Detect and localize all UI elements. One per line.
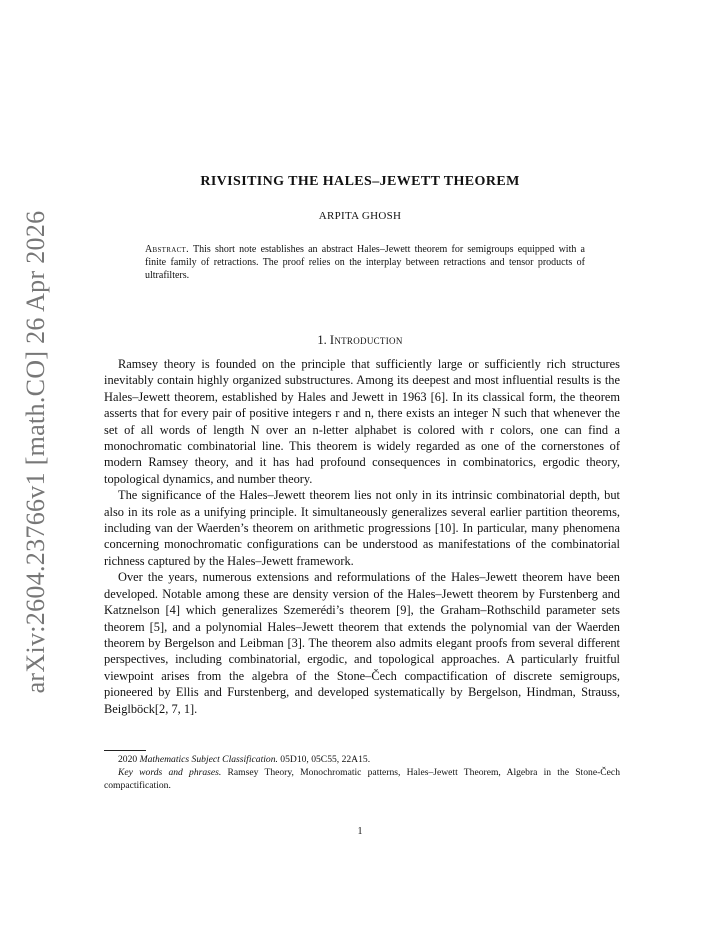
section-heading <box>0 333 720 348</box>
paragraph: Ramsey theory is founded on the principle that sufficiently large or sufficiently rich structures inevitably contain highly organized substructures. Among its deepest and most influential results is the Hales–Jewett theorem, established by Hales and Jewett in 1963 [6]. In its classical form, the theorem asserts that for every pair of positive integers r and n, there exists an integer N such that whenever the set of all words of length N over an n-letter alphabet is colored with r colors, one can find a monochromatic combinatorial line. This theorem is widely regarded as one of the cornerstones of modern Ramsey theory, and it has had profound consequences in combinatorics, ergodic theory, topological dynamics, and number theory. <box>104 357 620 486</box>
footnote-rule <box>104 750 146 751</box>
arxiv-stamp: arXiv:2604.23766v1 [math.CO] 26 Apr 2026 <box>21 210 50 694</box>
msc-label: Mathematics Subject Classification. <box>139 754 278 765</box>
paper-title: RIVISITING THE HALES–JEWETT THEOREM <box>200 174 520 189</box>
page-number: 1 <box>357 826 363 837</box>
msc-year: 2020 <box>118 754 138 765</box>
paragraph: The significance of the Hales–Jewett theorem lies not only in its intrinsic combinatorial depth, but also in its role as a unifying principle. It simultaneously generalizes several earlier partition theorems, including van der Waerden’s theorem on arithmetic progressions [10]. In particular, many phenomena concerning monochromatic configurations can be understood as manifestations of the combinatorial richness captured by the Hales–Jewett framework. <box>104 488 620 568</box>
section-title: Introduction <box>329 333 403 347</box>
msc-codes: 05D10, 05C55, 22A15. <box>280 754 371 765</box>
footnotes <box>104 753 620 792</box>
abstract <box>145 243 585 282</box>
keywords-label: Key words and phrases. <box>118 767 222 778</box>
abstract-label: Abstract. <box>145 244 189 255</box>
body-text <box>104 356 620 717</box>
section-number: 1. <box>317 333 327 347</box>
keywords-footnote <box>104 766 620 792</box>
abstract-text: This short note establishes an abstract Hales–Jewett theorem for semigroups equipped with a finite family of retractions. The proof relies on the interplay between retractions and tensor products of ultrafilters. <box>145 244 585 281</box>
msc-footnote <box>104 753 620 766</box>
keywords: Ramsey Theory, Monochromatic patterns, Hales–Jewett Theorem, Algebra in the Stone-Čech compactification. <box>104 767 620 791</box>
paragraph: Over the years, numerous extensions and reformulations of the Hales–Jewett theorem have been developed. Notable among these are density version of the Hales–Jewett theorem by Furstenberg and Katznelson [4] which generalizes Szemerédi’s theorem [9], the Graham–Rothschild parameter sets theorem [5], and a polynomial Hales–Jewett theorem that extends the polynomial van der Waerden theorem by Bergelson and Leibman [3]. The theorem also admits elegant proofs from several different perspectives, including combinatorial, ergodic, and topological approaches. A particularly fruitful viewpoint arises from the algebra of the Stone–Čech compactification of discrete semigroups, pioneered by Ellis and Furstenberg, and developed systematically by Bergelson, Hindman, Strauss, Beiglböck[2, 7, 1]. <box>104 570 620 716</box>
author-name: ARPITA GHOSH <box>318 210 402 222</box>
